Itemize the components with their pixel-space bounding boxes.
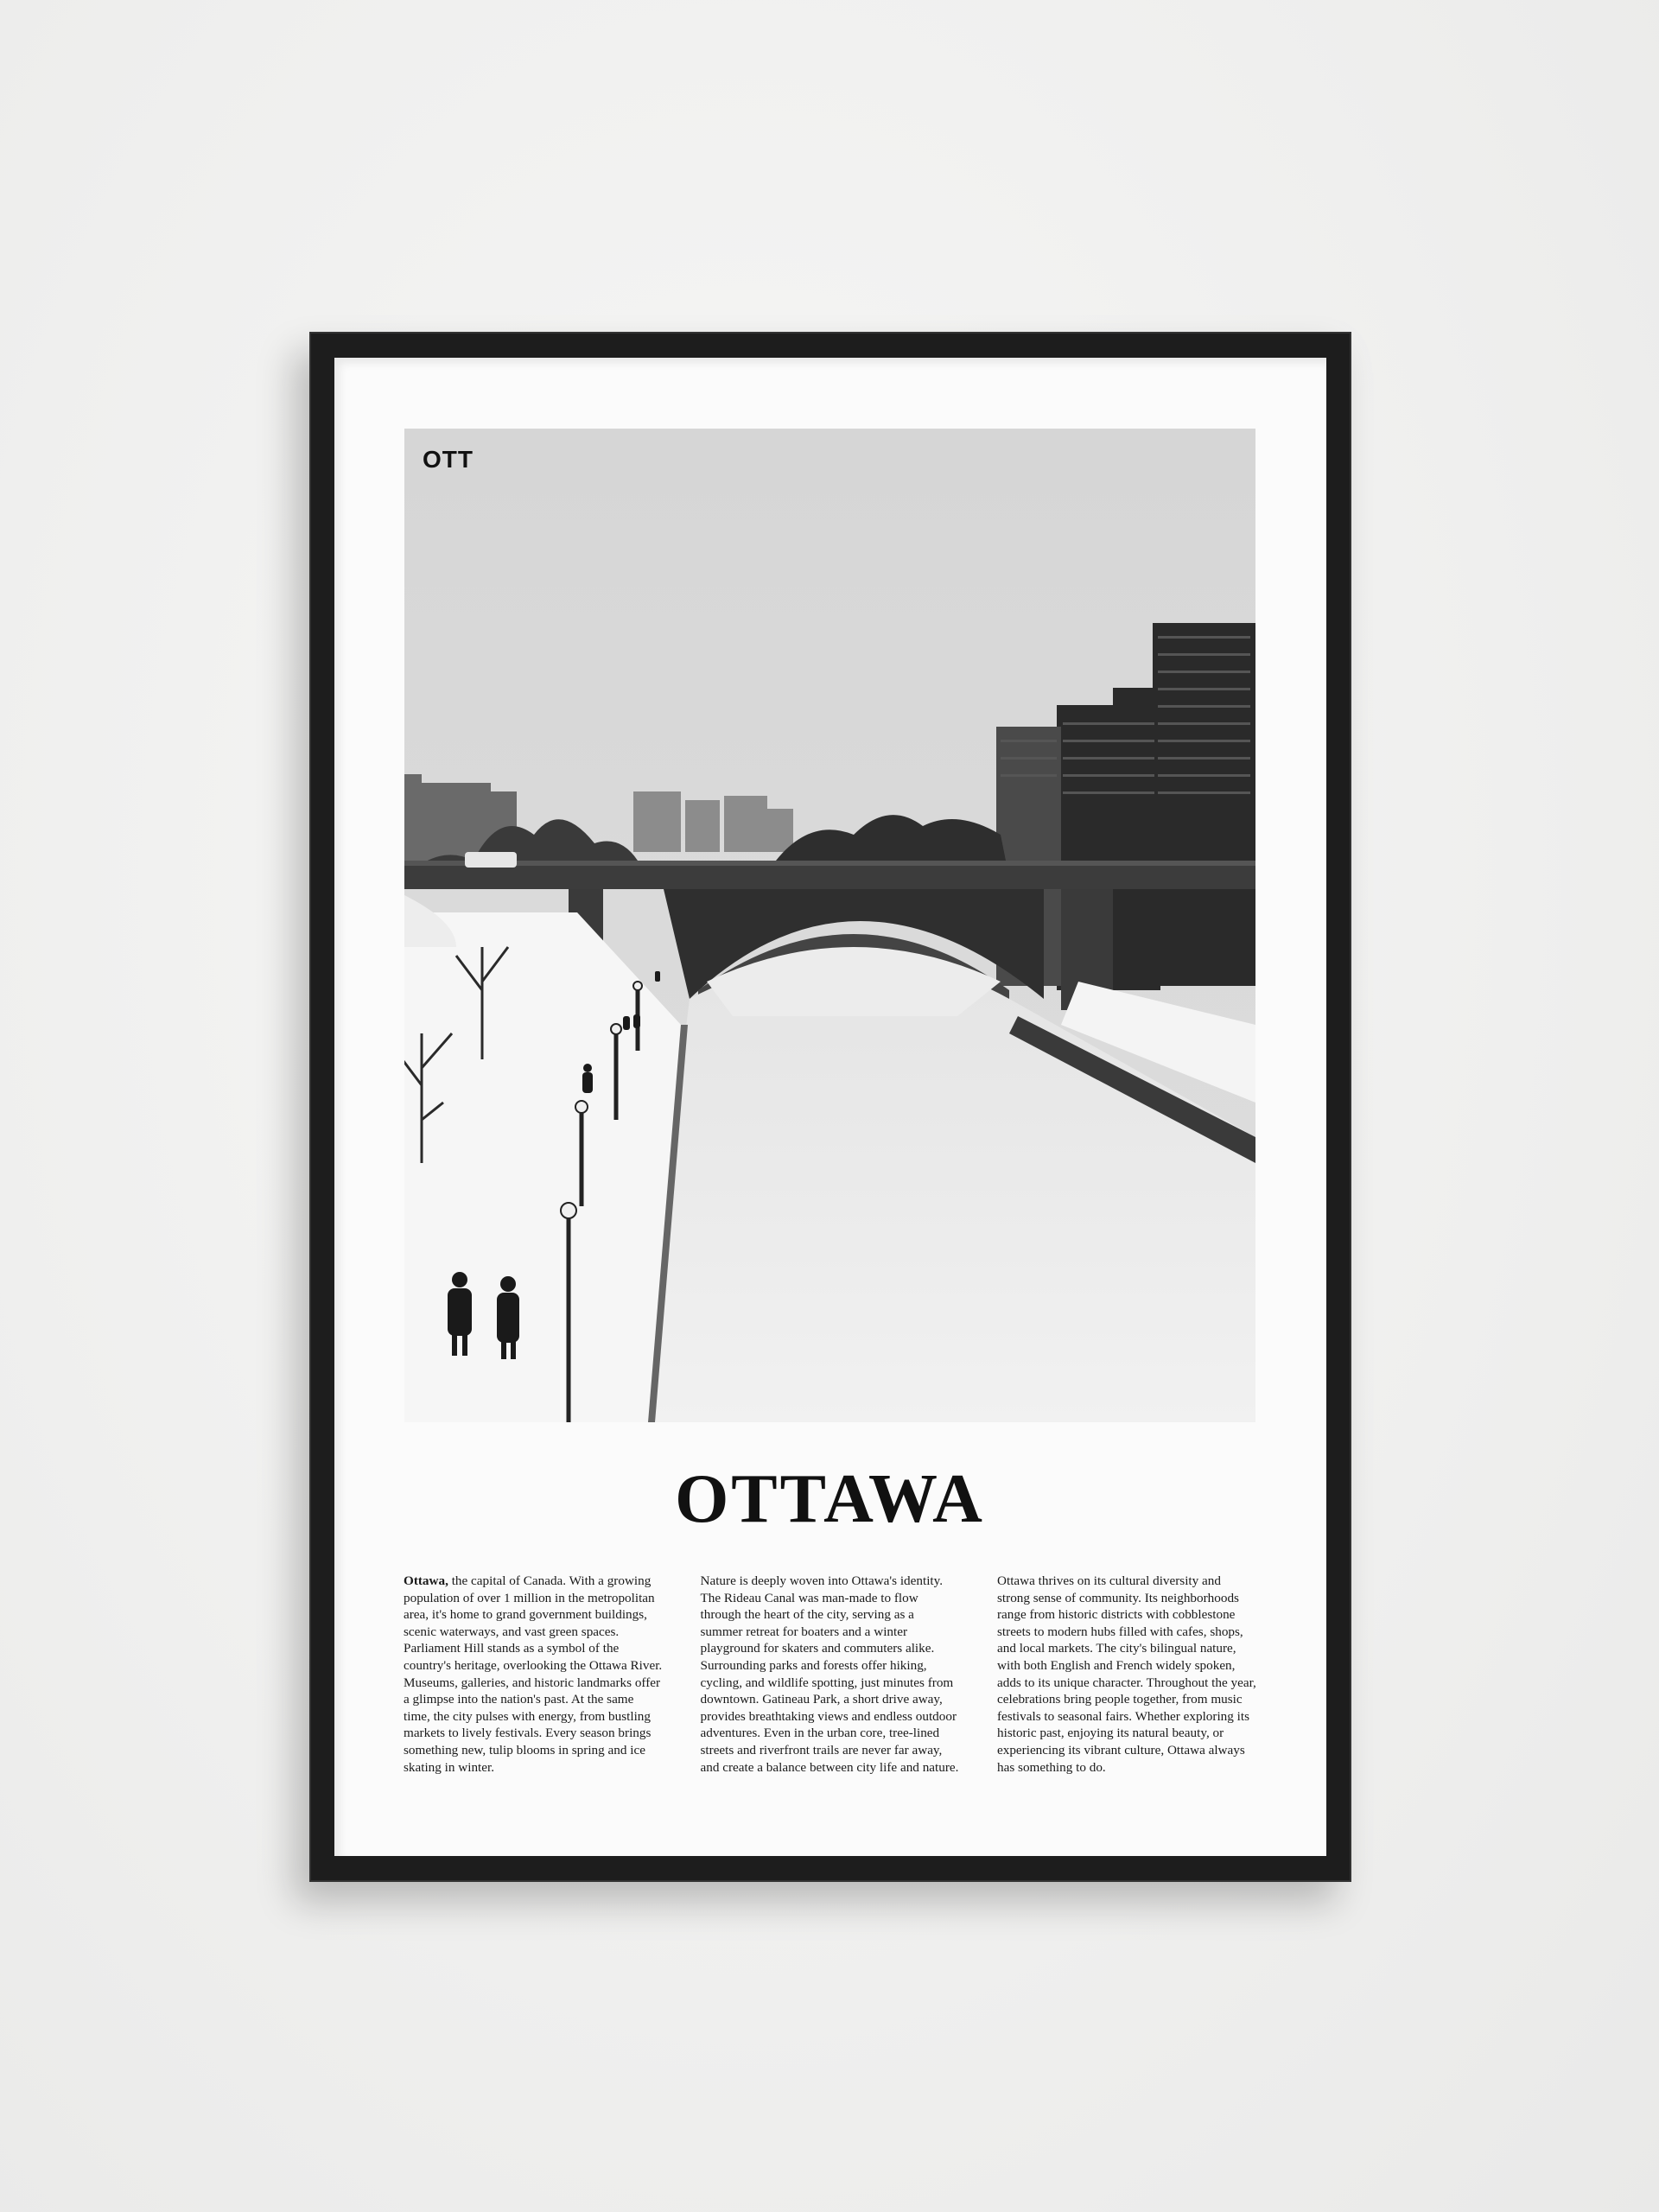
poster-title: OTTAWA xyxy=(675,1461,985,1537)
city-code: OTT xyxy=(423,446,474,473)
column-lead: Ottawa, xyxy=(404,1573,448,1588)
text-column-2 xyxy=(701,1573,960,1776)
column-text: the capital of Canada. With a growing population of over 1 million in the metropolitan area, it's home to grand government buildings, scenic waterways, and vast green spaces. Parliament Hill stands as a symbol of the country's heritage, overlooking the Ottawa River. Museums, galleries, and historic landmarks offer a glimpse into the nation's past. At the same time, the city pulses with energy, from bustling markets to lively festivals. Every season brings something new, tulip blooms in spring and ice skating in winter. xyxy=(404,1573,663,1775)
text-column-3 xyxy=(997,1573,1256,1776)
column-text: Nature is deeply woven into Ottawa's identity. The Rideau Canal was man-made to flow through the heart of the city, serving as a summer retreat for boaters and a winter playground for skaters and commuters alike. Surrounding parks and forests offer hiking, cycling, and wildlife spotting, just minutes from downtown. Gatineau Park, a short drive away, provides breathtaking views and endless outdoor adventures. Even in the urban core, tree-lined streets and riverfront trails are never far away, and create a balance between city life and nature. xyxy=(700,1573,959,1775)
text-column-1 xyxy=(404,1573,663,1776)
text-columns xyxy=(404,1573,1256,1776)
poster-photo xyxy=(404,429,1255,1422)
column-text: Ottawa thrives on its cultural diversity and strong sense of community. Its neighborhoods range from historic districts with cobblestone streets to modern hubs filled with cafes, shops, and local markets. The city's bilingual nature, with both English and French widely spoken, adds to its unique character. Throughout the year, celebrations bring people together, from music festivals to seasonal fairs. Whether exploring its historic past, enjoying its natural beauty, or experiencing its vibrant culture, Ottawa always has something to do. xyxy=(997,1573,1256,1775)
winter-canal-photo xyxy=(404,429,1255,1422)
